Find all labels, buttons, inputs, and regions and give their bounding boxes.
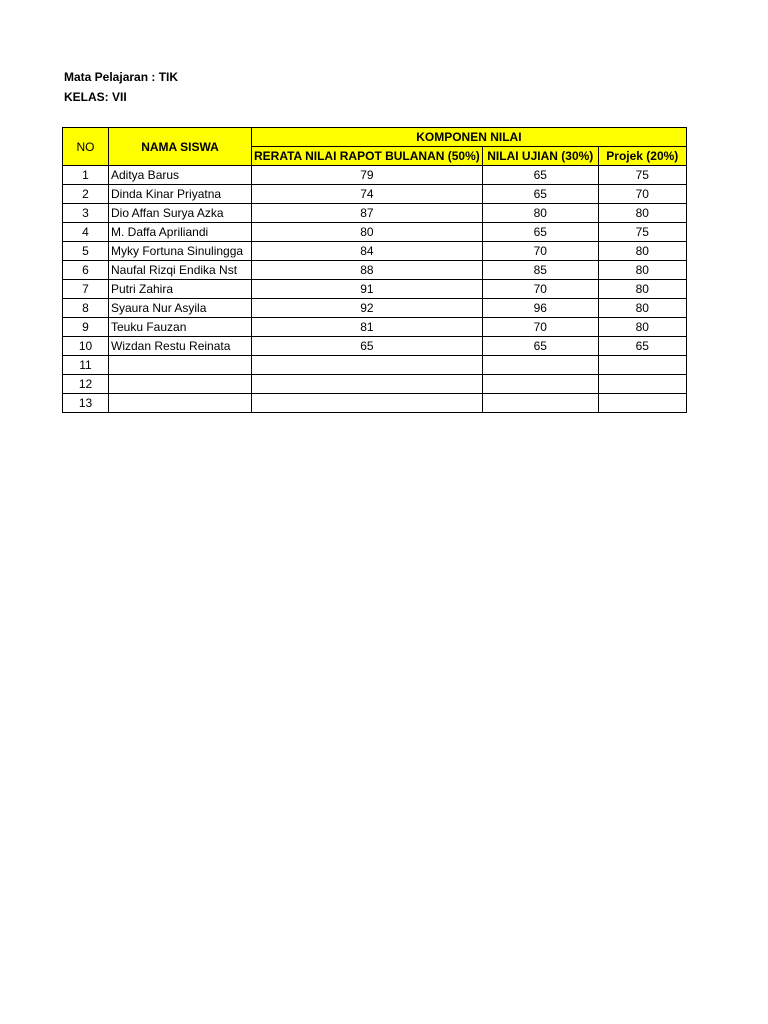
cell-projek: 80: [598, 318, 686, 337]
cell-projek: [598, 356, 686, 375]
cell-rapot: 74: [252, 185, 483, 204]
cell-ujian: [482, 394, 598, 413]
cell-rapot: 87: [252, 204, 483, 223]
cell-ujian: [482, 356, 598, 375]
cell-rapot: [252, 356, 483, 375]
table-row: [63, 261, 687, 280]
cell-no: 5: [63, 242, 109, 261]
cell-rapot: 79: [252, 166, 483, 185]
cell-name: Myky Fortuna Sinulingga: [109, 242, 252, 261]
cell-no: 13: [63, 394, 109, 413]
cell-name: M. Daffa Apriliandi: [109, 223, 252, 242]
cell-ujian: 70: [482, 318, 598, 337]
column-header-projek: Projek (20%): [598, 147, 686, 166]
table-row: [63, 280, 687, 299]
table-row: [63, 299, 687, 318]
cell-name: [109, 356, 252, 375]
cell-no: 4: [63, 223, 109, 242]
table-row: [63, 375, 687, 394]
cell-ujian: 85: [482, 261, 598, 280]
table-row: [63, 223, 687, 242]
cell-no: 12: [63, 375, 109, 394]
cell-no: 3: [63, 204, 109, 223]
cell-name: [109, 375, 252, 394]
table-row: [63, 185, 687, 204]
table-row: [63, 394, 687, 413]
table-header: [63, 128, 687, 166]
cell-ujian: 96: [482, 299, 598, 318]
cell-ujian: 65: [482, 166, 598, 185]
cell-ujian: 80: [482, 204, 598, 223]
table-row: [63, 242, 687, 261]
table-body: [63, 166, 687, 413]
cell-name: Dio Affan Surya Azka: [109, 204, 252, 223]
cell-no: 11: [63, 356, 109, 375]
cell-name: Dinda Kinar Priyatna: [109, 185, 252, 204]
cell-projek: 70: [598, 185, 686, 204]
cell-rapot: 92: [252, 299, 483, 318]
column-header-rapot: RERATA NILAI RAPOT BULANAN (50%): [252, 147, 483, 166]
column-header-ujian: NILAI UJIAN (30%): [482, 147, 598, 166]
cell-name: [109, 394, 252, 413]
cell-no: 9: [63, 318, 109, 337]
cell-no: 7: [63, 280, 109, 299]
cell-projek: 80: [598, 299, 686, 318]
cell-name: Wizdan Restu Reinata: [109, 337, 252, 356]
cell-projek: 80: [598, 242, 686, 261]
column-header-name: NAMA SISWA: [109, 128, 252, 166]
column-header-no: NO: [63, 128, 109, 166]
cell-no: 2: [63, 185, 109, 204]
table-row: [63, 204, 687, 223]
cell-no: 8: [63, 299, 109, 318]
cell-no: 10: [63, 337, 109, 356]
cell-projek: 65: [598, 337, 686, 356]
cell-ujian: 70: [482, 242, 598, 261]
cell-ujian: 65: [482, 185, 598, 204]
cell-name: Syaura Nur Asyila: [109, 299, 252, 318]
table-row: [63, 318, 687, 337]
cell-rapot: 88: [252, 261, 483, 280]
cell-rapot: 91: [252, 280, 483, 299]
cell-no: 1: [63, 166, 109, 185]
cell-rapot: 65: [252, 337, 483, 356]
cell-projek: 80: [598, 280, 686, 299]
cell-projek: 75: [598, 166, 686, 185]
cell-projek: [598, 375, 686, 394]
cell-projek: 80: [598, 261, 686, 280]
cell-rapot: 80: [252, 223, 483, 242]
cell-name: Naufal Rizqi Endika Nst: [109, 261, 252, 280]
cell-projek: 75: [598, 223, 686, 242]
table-row: [63, 166, 687, 185]
cell-ujian: [482, 375, 598, 394]
cell-rapot: [252, 375, 483, 394]
grades-table: [62, 127, 687, 413]
cell-rapot: 81: [252, 318, 483, 337]
cell-projek: 80: [598, 204, 686, 223]
cell-name: Putri Zahira: [109, 280, 252, 299]
column-group-komponen-nilai: KOMPONEN NILAI: [252, 128, 687, 147]
class-label: KELAS: VII: [64, 90, 127, 104]
subject-label: Mata Pelajaran : TIK: [64, 70, 179, 84]
cell-projek: [598, 394, 686, 413]
cell-ujian: 65: [482, 223, 598, 242]
cell-ujian: 70: [482, 280, 598, 299]
cell-rapot: 84: [252, 242, 483, 261]
cell-name: Teuku Fauzan: [109, 318, 252, 337]
cell-name: Aditya Barus: [109, 166, 252, 185]
cell-no: 6: [63, 261, 109, 280]
table-row: [63, 337, 687, 356]
cell-rapot: [252, 394, 483, 413]
table-row: [63, 356, 687, 375]
cell-ujian: 65: [482, 337, 598, 356]
